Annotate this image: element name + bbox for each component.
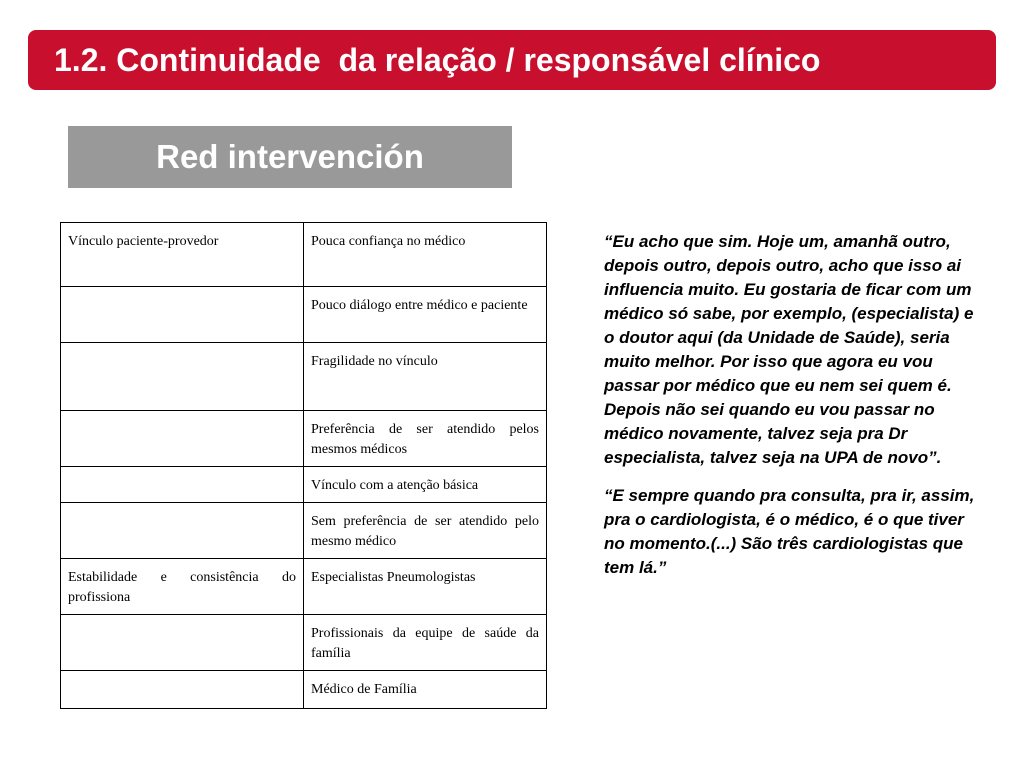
table-cell-finding: Sem preferência de ser atendido pelo mesmo médico [304,503,547,559]
table-cell-finding: Fragilidade no vínculo [304,343,547,411]
quote-paragraph: “E sempre quando pra consulta, pra ir, assim, pra o cardiologista, é o médico, é o que tiver no momento.(...) São três cardiologistas que tem lá.” [604,486,975,577]
quote-paragraph: “Eu acho que sim. Hoje um, amanhã outro, depois outro, depois outro, acho que isso ai influencia muito. Eu gostaria de ficar com um médico só sabe, por exemplo, (especialista) e o doutor aqui (da Unidade de Saúde), seria muito melhor. Por isso que agora eu vou passar por médico que eu nem sei quem é. Depois não sei quando eu vou passar no médico novamente, talvez seja pra Dr especialista, talvez seja na UPA de novo”. [604,232,974,467]
table-cell-finding: Profissionais da equipe de saúde da família [304,615,547,671]
subtitle: Red intervención [156,138,424,175]
table-cell-category: Vínculo paciente-provedor [61,223,304,287]
table-cell-category: Estabilidade e consistência do profissiona [61,559,304,615]
table-cell-finding: Pouco diálogo entre médico e paciente [304,287,547,343]
table-cell-finding: Pouca confiança no médico [304,223,547,287]
findings-table [60,222,547,709]
table-cell-finding: Especialistas Pneumologistas [304,559,547,615]
table-cell-category [61,467,304,503]
table-row [61,343,547,411]
table-row [61,671,547,709]
table-row [61,411,547,467]
table-cell-finding: Médico de Família [304,671,547,709]
table-row [61,467,547,503]
quotes-block [604,230,984,594]
table-cell-category [61,503,304,559]
table-row [61,223,547,287]
subtitle-box [68,126,512,188]
table-row [61,287,547,343]
table-cell-category [61,615,304,671]
table-cell-category [61,411,304,467]
table-row [61,615,547,671]
table-row [61,559,547,615]
title-bar [28,30,996,90]
table-cell-category [61,671,304,709]
table-cell-category [61,287,304,343]
table-row [61,503,547,559]
table-cell-category [61,343,304,411]
table-cell-finding: Vínculo com a atenção básica [304,467,547,503]
page-title: 1.2. Continuidade da relação / responsável clínico [54,42,821,78]
table-cell-finding: Preferência de ser atendido pelos mesmos médicos [304,411,547,467]
